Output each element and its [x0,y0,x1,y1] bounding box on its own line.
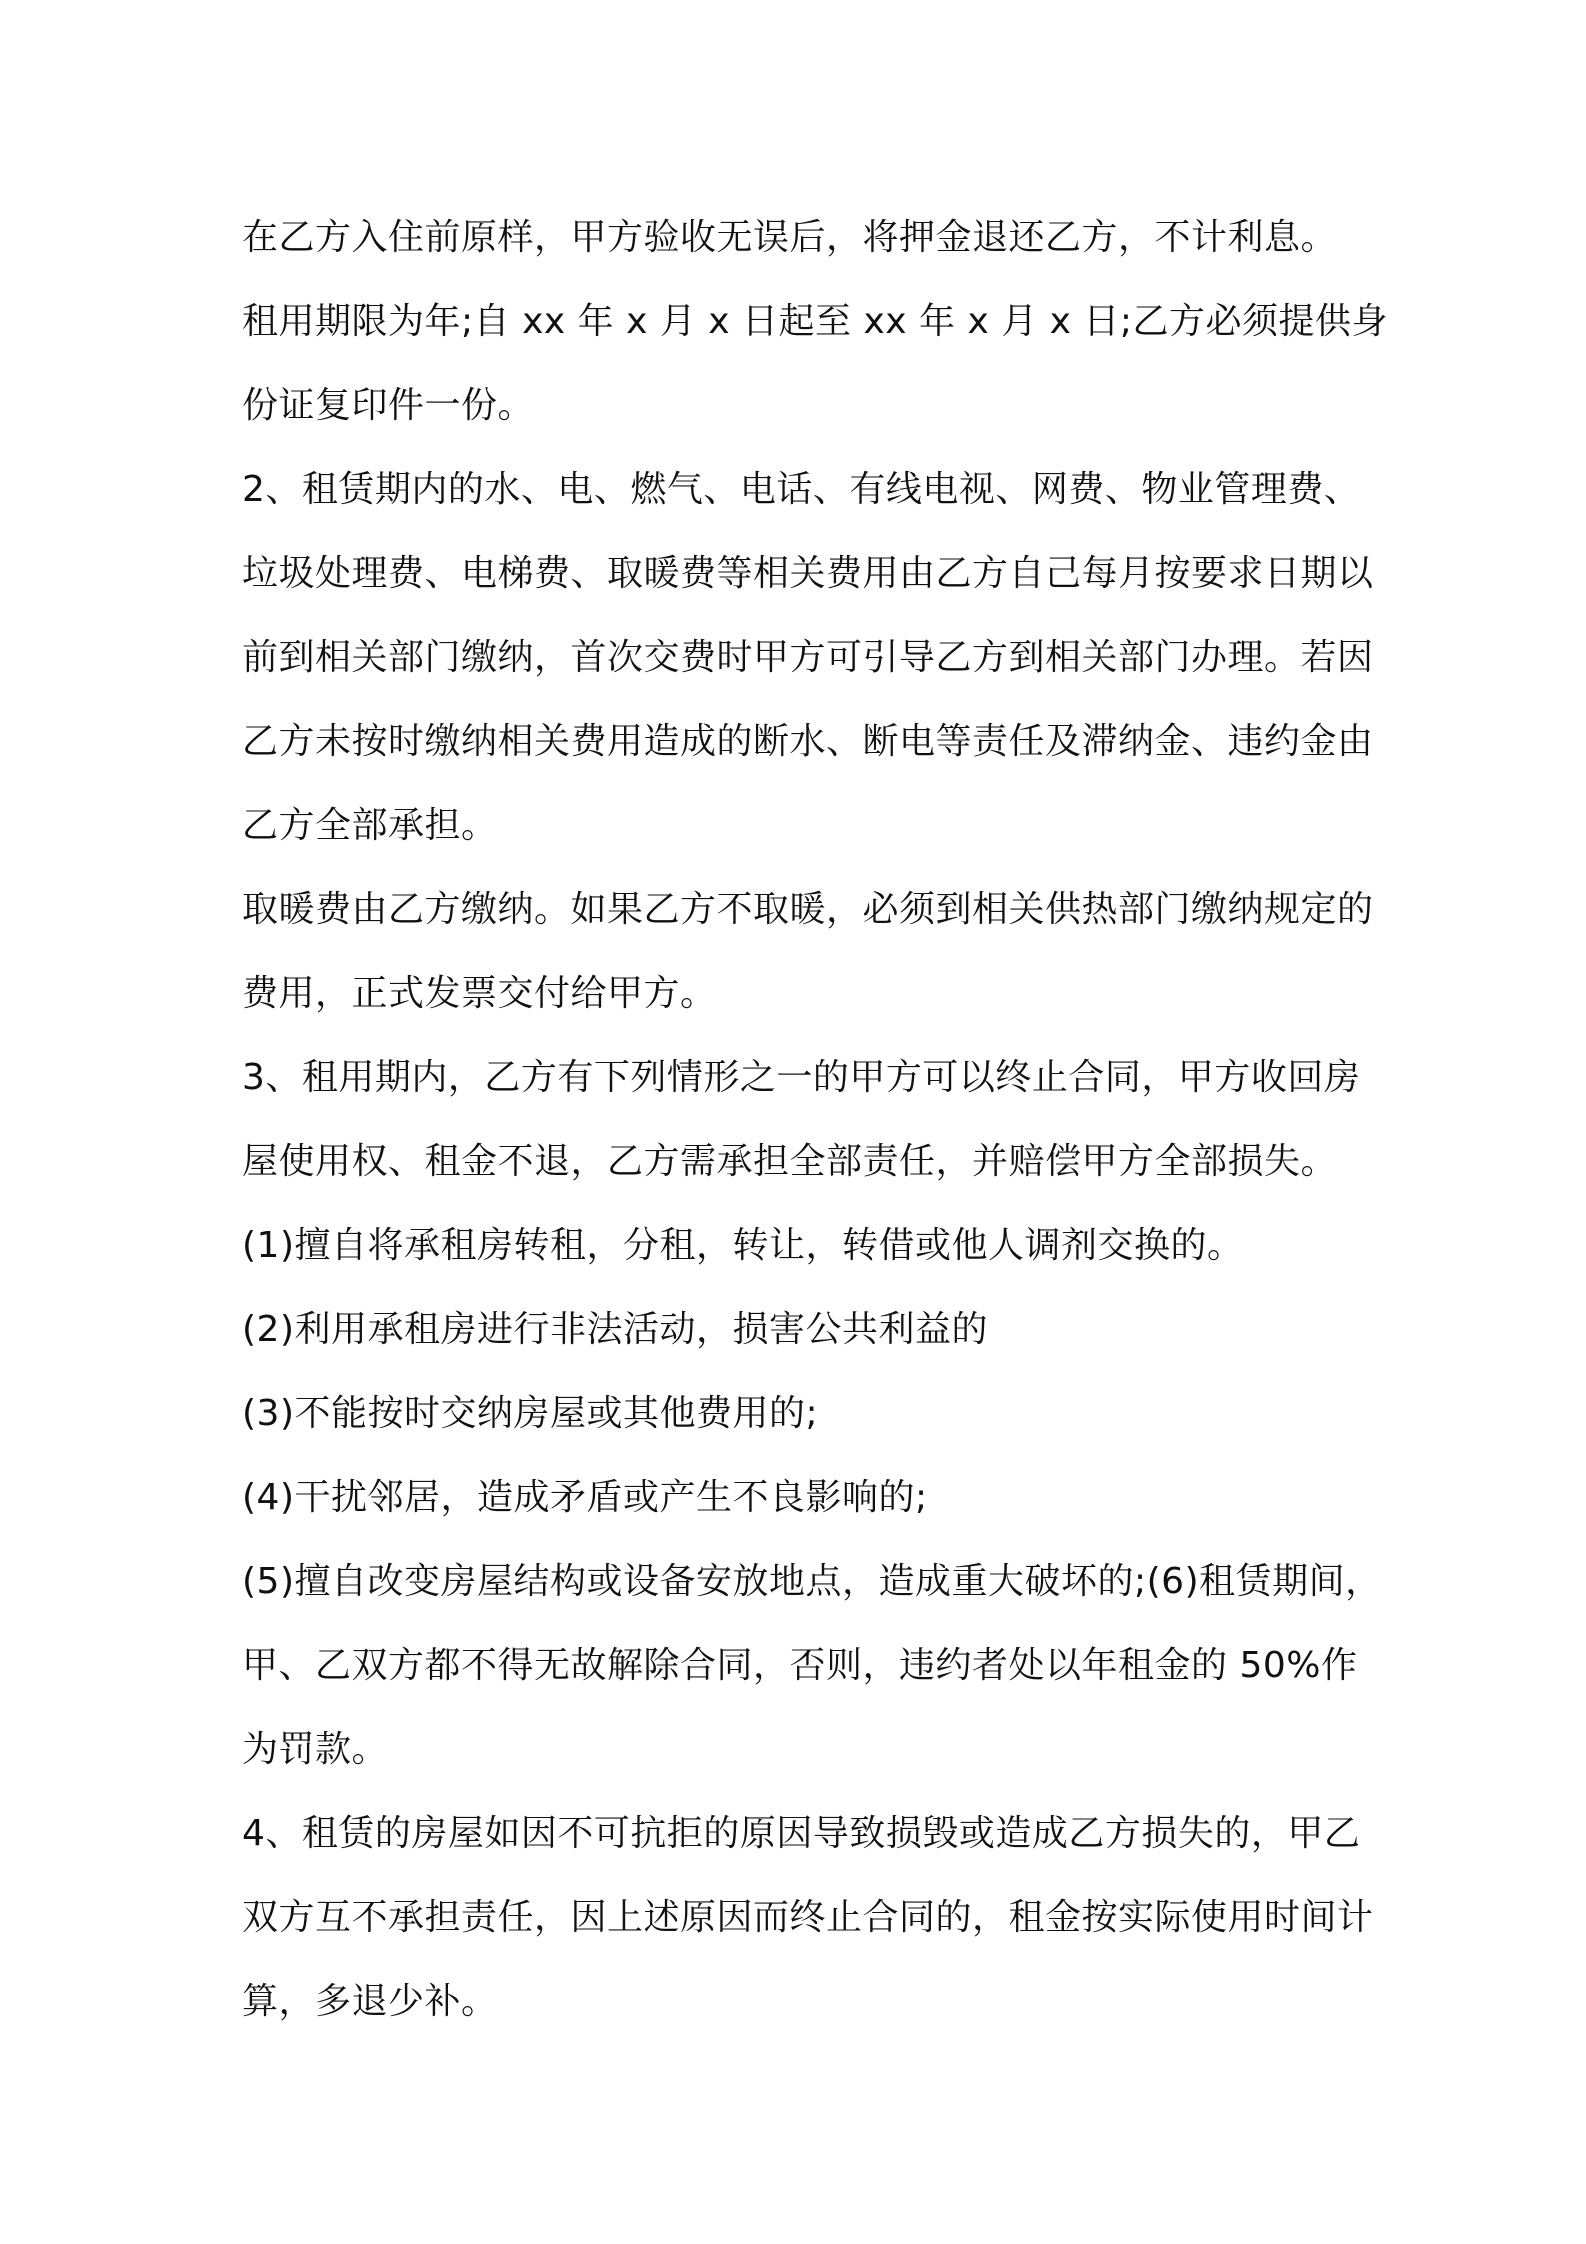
paragraph-item-1: (1)擅自将承租房转租，分租，转让，转借或他人调剂交换的。 [242,1225,1244,1266]
contract-text [242,196,1392,2044]
paragraph-item-3: (3)不能按时交纳房屋或其他费用的; [242,1393,819,1434]
paragraph-clause-4-force-majeure: 4、租赁的房屋如因不可抗拒的原因导致损毁或造成乙方损失的，甲乙双方互不承担责任，因上述原因而终止合同的，租金按实际使用时间计算，多退少补。 [242,1813,1374,2022]
paragraph-clause-2-fees: 2、租赁期内的水、电、燃气、电话、有线电视、网费、物业管理费、垃圾处理费、电梯费、取暖费等相关费用由乙方自己每月按要求日期以前到相关部门缴纳，首次交费时甲方可引导乙方到相关部门办理。若因乙方未按时缴纳相关费用造成的断水、断电等责任及滞纳金、违约金由乙方全部承担。 [242,469,1374,846]
paragraph-deposit-return: 在乙方入住前原样，甲方验收无误后，将押金退还乙方，不计利息。 [242,217,1338,258]
paragraph-item-5-6: (5)擅自改变房屋结构或设备安放地点，造成重大破坏的;(6)租赁期间，甲、乙双方都不得无故解除合同，否则，违约者处以年租金的 50%作为罚款。 [242,1561,1382,1770]
paragraph-heating-fee: 取暖费由乙方缴纳。如果乙方不取暖，必须到相关供热部门缴纳规定的费用，正式发票交付给甲方。 [242,889,1374,1014]
paragraph-clause-3-termination: 3、租用期内，乙方有下列情形之一的甲方可以终止合同，甲方收回房屋使用权、租金不退，乙方需承担全部责任，并赔偿甲方全部损失。 [242,1057,1361,1182]
paragraph-item-2: (2)利用承租房进行非法活动，损害公共利益的 [242,1309,988,1350]
paragraph-lease-term: 租用期限为年;自 xx 年 x 月 x 日起至 xx 年 x 月 x 日;乙方必须提供身份证复印件一份。 [242,301,1389,426]
paragraph-item-4: (4)干扰邻居，造成矛盾或产生不良影响的; [242,1477,928,1518]
